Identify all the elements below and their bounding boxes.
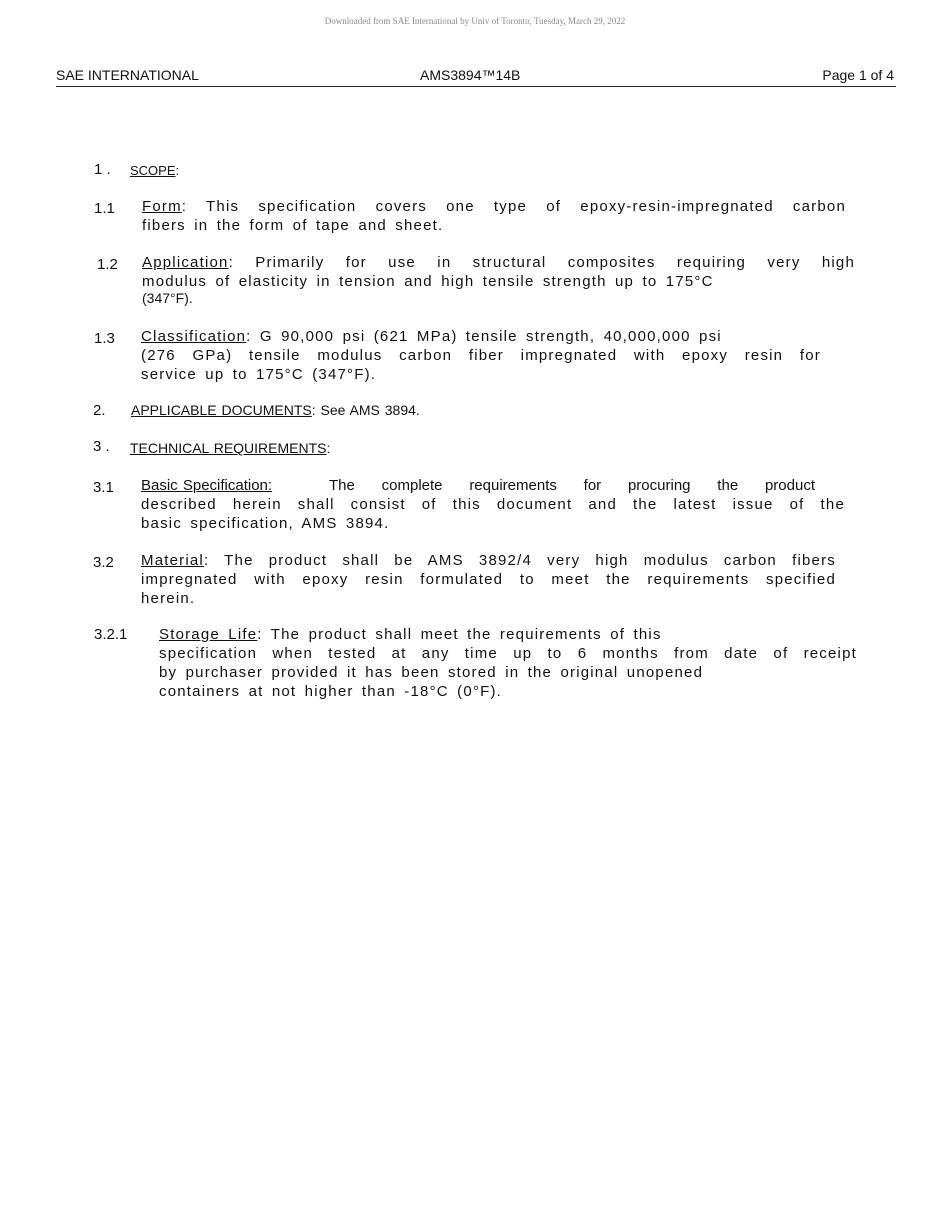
- paragraph-basic-specification: [141, 476, 845, 533]
- section-number: 1 .: [94, 161, 111, 178]
- paragraph-line: (347°F).: [142, 290, 193, 306]
- section-title-suffix: :: [326, 440, 331, 456]
- section-title: APPLICABLE DOCUMENTS: [131, 402, 312, 418]
- section-heading-applicable-documents: [131, 401, 420, 420]
- paragraph-line: (276 GPa) tensile modulus carbon fiber impregnated with epoxy resin for: [141, 347, 821, 364]
- paragraph-title: Basic Specification:: [141, 477, 273, 494]
- section-number: 1.2: [97, 256, 118, 273]
- section-number: 3.1: [93, 479, 114, 496]
- paragraph-line: herein.: [141, 590, 196, 607]
- page-header: [56, 67, 896, 87]
- paragraph-line: fibers in the form of tape and sheet.: [142, 217, 444, 234]
- paragraph-line: Classification: G 90,000 psi (621 MPa) tensile strength, 40,000,000 psi: [141, 328, 722, 345]
- section-number: 2.: [93, 402, 106, 419]
- paragraph-line: Form: This specification covers one type of epoxy-resin-impregnated carbon: [142, 198, 846, 215]
- paragraph-line: Basic Specification: The complete requirements for procuring the product: [141, 477, 815, 494]
- header-document-number: AMS3894™14B: [420, 67, 521, 83]
- paragraph-line: basic specification, AMS 3894.: [141, 515, 390, 532]
- download-watermark: Downloaded from SAE International by Univ of Toronto, Tuesday, March 29, 2022: [324, 16, 626, 26]
- paragraph-title: Storage Life: [159, 626, 258, 643]
- section-title-suffix: :: [175, 163, 180, 178]
- paragraph-classification: [141, 327, 821, 384]
- section-heading-scope: [130, 161, 179, 180]
- section-heading-technical-requirements: [130, 439, 330, 458]
- section-number: 1.3: [94, 330, 115, 347]
- paragraph-title: Application: [142, 254, 229, 271]
- paragraph-material: [141, 551, 836, 608]
- paragraph-line: containers at not higher than -18°C (0°F).: [159, 683, 503, 700]
- paragraph-storage-life: [159, 625, 857, 701]
- section-number: 3.2: [93, 554, 114, 571]
- paragraph-title: Classification: [141, 328, 247, 345]
- paragraph-line: Storage Life: The product shall meet the requirements of this: [159, 626, 662, 643]
- paragraph-form: [142, 197, 846, 235]
- section-number: 3.2.1: [94, 626, 128, 643]
- section-title: SCOPE: [130, 163, 176, 178]
- paragraph-line: specification when tested at any time up to 6 months from date of receipt: [159, 645, 857, 662]
- paragraph-line: service up to 175°C (347°F).: [141, 366, 377, 383]
- paragraph-line: Application: Primarily for use in structural composites requiring very high: [142, 254, 855, 271]
- paragraph-title: Form: [142, 198, 182, 215]
- paragraph-line: Material: The product shall be AMS 3892/4 very high modulus carbon fibers: [141, 552, 836, 569]
- paragraph-title: Material: [141, 552, 204, 569]
- paragraph-line: impregnated with epoxy resin formulated to meet the requirements specified: [141, 571, 836, 588]
- header-organization: SAE INTERNATIONAL: [56, 67, 199, 83]
- paragraph-application: [142, 253, 855, 306]
- section-title-suffix: : See AMS 3894.: [311, 402, 420, 418]
- paragraph-line: by purchaser provided it has been stored in the original unopened: [159, 664, 704, 681]
- header-page-number: Page 1 of 4: [822, 67, 894, 83]
- section-number: 1.1: [94, 200, 115, 217]
- paragraph-line: described herein shall consist of this document and the latest issue of the: [141, 496, 845, 513]
- section-number: 3 .: [93, 438, 110, 455]
- paragraph-line: modulus of elasticity in tension and high tensile strength up to 175°C: [142, 273, 714, 290]
- section-title: TECHNICAL REQUIREMENTS: [130, 440, 327, 456]
